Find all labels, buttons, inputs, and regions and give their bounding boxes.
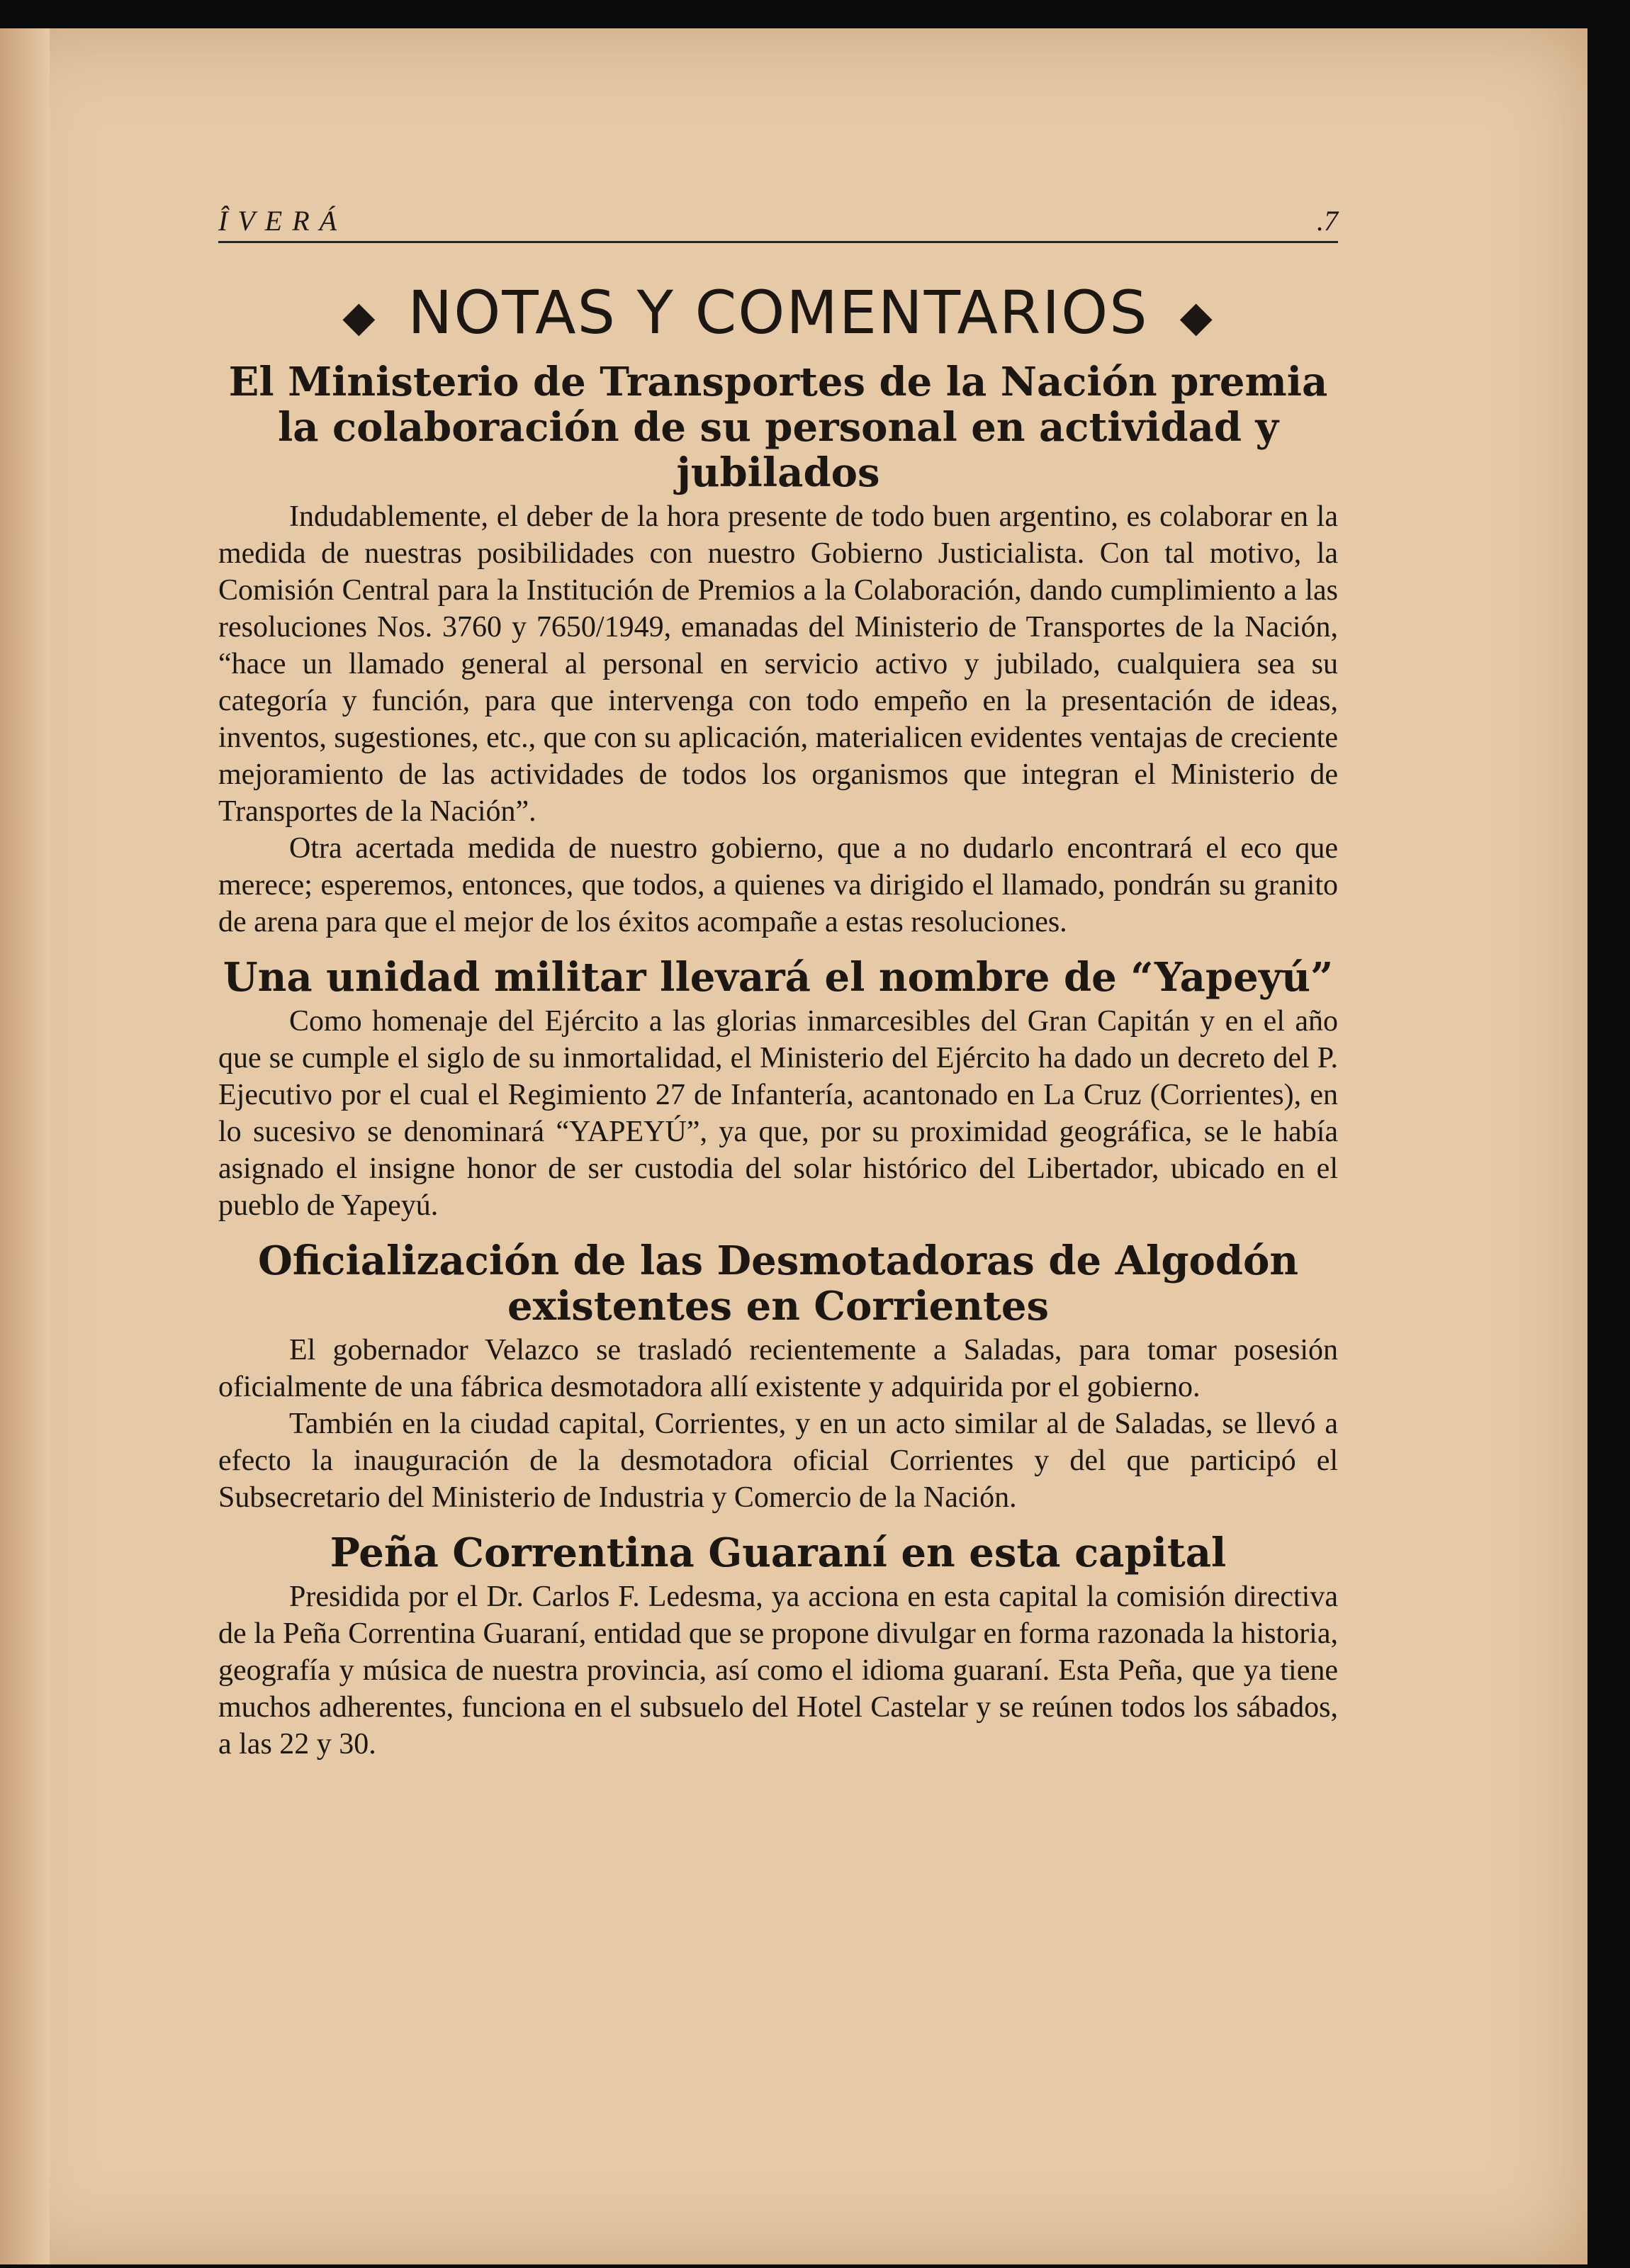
text-column [218,184,1338,1763]
article-heading: Una unidad militar llevará el nombre de “Yapeyú” [223,954,1334,1001]
article-paragraph: Otra acertada medida de nuestro gobierno, que a no dudarlo encontrará el eco que merece; esperemos, entonces, que todos, a quienes va dirigido el llamado, pondrán su granito de arena para que el mejor de los éxitos acompañe a estas resoluciones. [218,832,1338,939]
diamond-ornament-left: ◆ [342,292,377,342]
article [218,1530,1338,1763]
article-heading: El Ministerio de Transportes de la Nación premia la colaboración de su personal en actividad y jubilados [228,359,1328,497]
article [218,359,1338,941]
article [218,955,1338,1224]
article-paragraph: Presidida por el Dr. Carlos F. Ledesma, ya acciona en esta capital la comisión directiva de la Peña Correntina Guaraní, entidad que se propone divulgar en forma razonada la historia, geografía y música de nuestra provincia, así como el idioma guaraní. Esta Peña, que ya tiene muchos adherentes, funciona en el subsuelo del Hotel Castelar y se reúnen todos los sábados, a las 22 y 30. [218,1581,1338,1761]
section-title-row [218,277,1338,352]
page-sheet [0,28,1587,2264]
article-paragraph: Como homenaje del Ejército a las glorias inmarcesibles del Gran Capitán y en el año que se cumple el siglo de su inmortalidad, el Ministerio del Ejército ha dado un decreto del P. Ejecutivo por el cual el Regimiento 27 de Infantería, acantonado en La Cruz (Corrientes), en lo sucesivo se denominará “YAPEYÚ”, ya que, por su proximidad geográfica, se le había asignado el insigne honor de ser custodia del solar histórico del Libertador, ubicado en el pueblo de Yapeyú. [218,1005,1338,1223]
article-paragraph: El gobernador Velazco se trasladó recientemente a Saladas, para tomar posesión oficialmente de una fábrica desmotadora allí existente y adquirida por el gobierno. [218,1334,1338,1404]
publication-title: ÎVERÁ [218,205,347,237]
article-paragraph: Indudablemente, el deber de la hora presente de todo buen argentino, es colaborar en la medida de nuestras posibilidades con nuestro Gobierno Justicialista. Con tal motivo, la Comisión Central para la Institución de Premios a la Colaboración, dando cumplimiento a las resoluciones Nos. 3760 y 7650/1949, emanadas del Ministerio de Transportes de la Nación, “hace un llamado general al personal en servicio activo y jubilado, cualquiera sea su categoría y función, para que intervenga con todo empeño en la presentación de ideas, inventos, sugestiones, etc., que con su aplicación, materialicen evidentes ventajas de creciente mejoramiento de las actividades de todos los organismos que integran el Ministerio de Transportes de la Nación”. [218,500,1338,829]
running-header [218,184,1338,243]
section-title: NOTAS Y COMENTARIOS [408,278,1149,347]
diamond-ornament-right: ◆ [1179,292,1214,342]
article [218,1238,1338,1516]
article-paragraph: También en la ciudad capital, Corrientes, y en un acto similar al de Saladas, se llevó a efecto la inauguración de la desmotadora oficial Corrientes y del que participó el Subsecretario del Ministerio de Industria y Comercio de la Nación. [218,1408,1338,1515]
article-heading: Peña Correntina Guaraní en esta capital [330,1529,1227,1577]
article-heading: Oficialización de las Desmotadoras de Algodón existentes en Corrientes [257,1237,1299,1330]
page-spine-shadow [0,28,50,2264]
page-number: .7 [1317,205,1338,237]
